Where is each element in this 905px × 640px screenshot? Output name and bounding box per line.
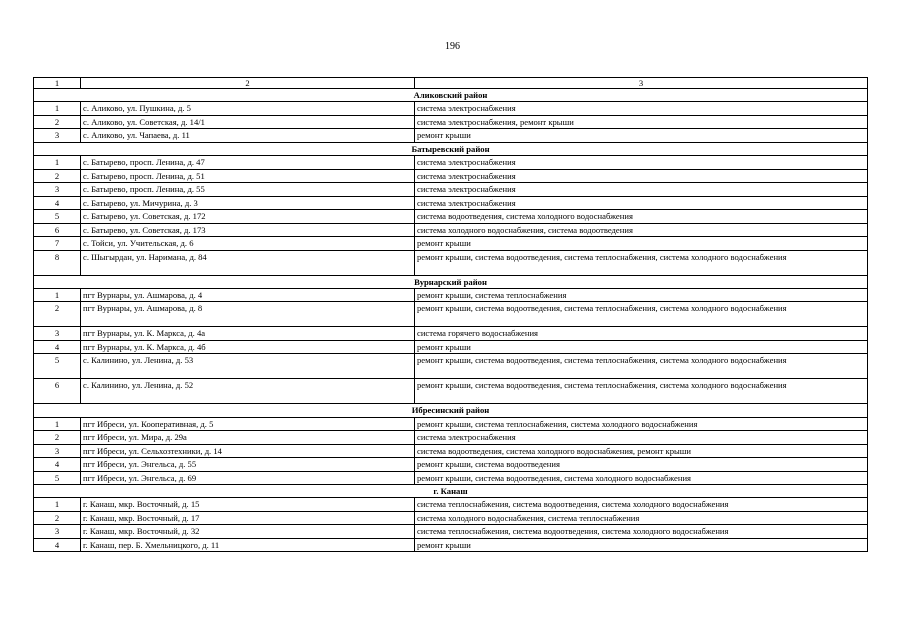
works-cell: ремонт крыши, система водоотведения, система теплоснабжения, система холодного водоснабжения xyxy=(415,354,868,379)
table-row xyxy=(34,210,868,224)
address-cell: с. Батырево, просп. Ленина, д. 47 xyxy=(81,156,415,170)
table-row xyxy=(34,379,868,404)
works-cell: система водоотведения, система холодного водоснабжения, ремонт крыши xyxy=(415,444,868,458)
address-cell: пгт Вурнары, ул. К. Маркса, д. 4б xyxy=(81,340,415,354)
works-cell: система водоотведения, система холодного водоснабжения xyxy=(415,210,868,224)
page-number: 196 xyxy=(445,41,460,52)
address-cell: с. Калинино, ул. Ленина, д. 53 xyxy=(81,354,415,379)
row-number: 1 xyxy=(34,102,81,116)
section-header-row xyxy=(34,404,868,417)
row-number: 2 xyxy=(34,169,81,183)
row-number: 8 xyxy=(34,250,81,275)
address-cell: пгт Вурнары, ул. К. Маркса, д. 4а xyxy=(81,327,415,341)
section-title: Аликовский район xyxy=(34,89,868,102)
table-row xyxy=(34,444,868,458)
row-number: 4 xyxy=(34,458,81,472)
address-cell: пгт Ибреси, ул. Кооперативная, д. 5 xyxy=(81,417,415,431)
works-cell: система горячего водоснабжения xyxy=(415,327,868,341)
row-number: 2 xyxy=(34,511,81,525)
table-row xyxy=(34,183,868,197)
table-row xyxy=(34,525,868,539)
address-cell: пгт Ибреси, ул. Мира, д. 29а xyxy=(81,431,415,445)
address-cell: с. Аликово, ул. Пушкина, д. 5 xyxy=(81,102,415,116)
row-number: 3 xyxy=(34,129,81,143)
address-cell: с. Аликово, ул. Чапаева, д. 11 xyxy=(81,129,415,143)
section-header-row xyxy=(34,275,868,288)
row-number: 1 xyxy=(34,156,81,170)
works-cell: система теплоснабжения, система водоотведения, система холодного водоснабжения xyxy=(415,525,868,539)
row-number: 4 xyxy=(34,340,81,354)
table-row xyxy=(34,431,868,445)
address-cell: с. Батырево, ул. Советская, д. 172 xyxy=(81,210,415,224)
table-header-row xyxy=(34,78,868,89)
row-number: 6 xyxy=(34,223,81,237)
table-row xyxy=(34,169,868,183)
table-row xyxy=(34,354,868,379)
row-number: 3 xyxy=(34,183,81,197)
works-cell: ремонт крыши, система водоотведения xyxy=(415,458,868,472)
table-row xyxy=(34,417,868,431)
row-number: 2 xyxy=(34,302,81,327)
table-row xyxy=(34,288,868,302)
section-header-row xyxy=(34,89,868,102)
address-cell: пгт Вурнары, ул. Ашмарова, д. 8 xyxy=(81,302,415,327)
works-cell: ремонт крыши xyxy=(415,237,868,251)
address-cell: пгт Ибреси, ул. Энгельса, д. 69 xyxy=(81,471,415,485)
table-row xyxy=(34,498,868,512)
row-number: 3 xyxy=(34,327,81,341)
table-row xyxy=(34,250,868,275)
works-cell: система электроснабжения xyxy=(415,102,868,116)
works-cell: система электроснабжения xyxy=(415,156,868,170)
row-number: 7 xyxy=(34,237,81,251)
address-cell: г. Канаш, мкр. Восточный, д. 17 xyxy=(81,511,415,525)
section-title: г. Канаш xyxy=(34,485,868,498)
works-cell: ремонт крыши, система теплоснабжения xyxy=(415,288,868,302)
address-cell: г. Канаш, пер. Б. Хмельницкого, д. 11 xyxy=(81,538,415,552)
works-cell: система электроснабжения xyxy=(415,196,868,210)
table-row xyxy=(34,511,868,525)
section-title: Ибресинский район xyxy=(34,404,868,417)
row-number: 4 xyxy=(34,196,81,210)
address-cell: с. Тойси, ул. Учительская, д. 6 xyxy=(81,237,415,251)
works-cell: ремонт крыши xyxy=(415,340,868,354)
section-title: Вурнарский район xyxy=(34,275,868,288)
table-row xyxy=(34,223,868,237)
row-number: 1 xyxy=(34,288,81,302)
column-header-1: 1 xyxy=(34,78,81,89)
address-cell: пгт Вурнары, ул. Ашмарова, д. 4 xyxy=(81,288,415,302)
table-row xyxy=(34,196,868,210)
row-number: 1 xyxy=(34,498,81,512)
section-header-row xyxy=(34,142,868,155)
works-cell: система электроснабжения, ремонт крыши xyxy=(415,115,868,129)
address-cell: с. Батырево, ул. Советская, д. 173 xyxy=(81,223,415,237)
works-cell: ремонт крыши, система водоотведения, система теплоснабжения, система холодного водоснабжения xyxy=(415,250,868,275)
row-number: 5 xyxy=(34,471,81,485)
row-number: 5 xyxy=(34,354,81,379)
table-body xyxy=(34,78,868,552)
table-row xyxy=(34,340,868,354)
address-cell: пгт Ибреси, ул. Энгельса, д. 55 xyxy=(81,458,415,472)
row-number: 5 xyxy=(34,210,81,224)
table-row xyxy=(34,129,868,143)
row-number: 2 xyxy=(34,431,81,445)
address-cell: г. Канаш, мкр. Восточный, д. 32 xyxy=(81,525,415,539)
table-row xyxy=(34,156,868,170)
row-number: 4 xyxy=(34,538,81,552)
address-cell: с. Батырево, просп. Ленина, д. 51 xyxy=(81,169,415,183)
row-number: 1 xyxy=(34,417,81,431)
table-row xyxy=(34,237,868,251)
address-cell: с. Батырево, просп. Ленина, д. 55 xyxy=(81,183,415,197)
address-cell: с. Калинино, ул. Ленина, д. 52 xyxy=(81,379,415,404)
works-cell: система холодного водоснабжения, система теплоснабжения xyxy=(415,511,868,525)
table-row xyxy=(34,115,868,129)
works-cell: ремонт крыши, система водоотведения, система теплоснабжения, система холодного водоснабжения xyxy=(415,379,868,404)
row-number: 3 xyxy=(34,444,81,458)
row-number: 6 xyxy=(34,379,81,404)
works-cell: ремонт крыши xyxy=(415,129,868,143)
works-cell: система теплоснабжения, система водоотведения, система холодного водоснабжения xyxy=(415,498,868,512)
works-cell: система электроснабжения xyxy=(415,169,868,183)
address-cell: г. Канаш, мкр. Восточный, д. 15 xyxy=(81,498,415,512)
works-table xyxy=(33,77,868,552)
address-cell: с. Батырево, ул. Мичурина, д. 3 xyxy=(81,196,415,210)
works-cell: ремонт крыши, система водоотведения, система теплоснабжения, система холодного водоснабжения xyxy=(415,302,868,327)
row-number: 2 xyxy=(34,115,81,129)
column-header-3: 3 xyxy=(415,78,868,89)
address-cell: с. Аликово, ул. Советская, д. 14/1 xyxy=(81,115,415,129)
table-row xyxy=(34,327,868,341)
column-header-2: 2 xyxy=(81,78,415,89)
works-cell: ремонт крыши, система теплоснабжения, система холодного водоснабжения xyxy=(415,417,868,431)
works-cell: ремонт крыши xyxy=(415,538,868,552)
table-row xyxy=(34,102,868,116)
address-cell: с. Шыгырдан, ул. Нариманa, д. 84 xyxy=(81,250,415,275)
table-row xyxy=(34,302,868,327)
table-row xyxy=(34,458,868,472)
works-cell: ремонт крыши, система водоотведения, система холодного водоснабжения xyxy=(415,471,868,485)
table-row xyxy=(34,538,868,552)
works-cell: система электроснабжения xyxy=(415,183,868,197)
works-cell: система холодного водоснабжения, система водоотведения xyxy=(415,223,868,237)
table-row xyxy=(34,471,868,485)
works-cell: система электроснабжения xyxy=(415,431,868,445)
section-header-row xyxy=(34,485,868,498)
address-cell: пгт Ибреси, ул. Сельхозтехники, д. 14 xyxy=(81,444,415,458)
section-title: Батыревский район xyxy=(34,142,868,155)
row-number: 3 xyxy=(34,525,81,539)
